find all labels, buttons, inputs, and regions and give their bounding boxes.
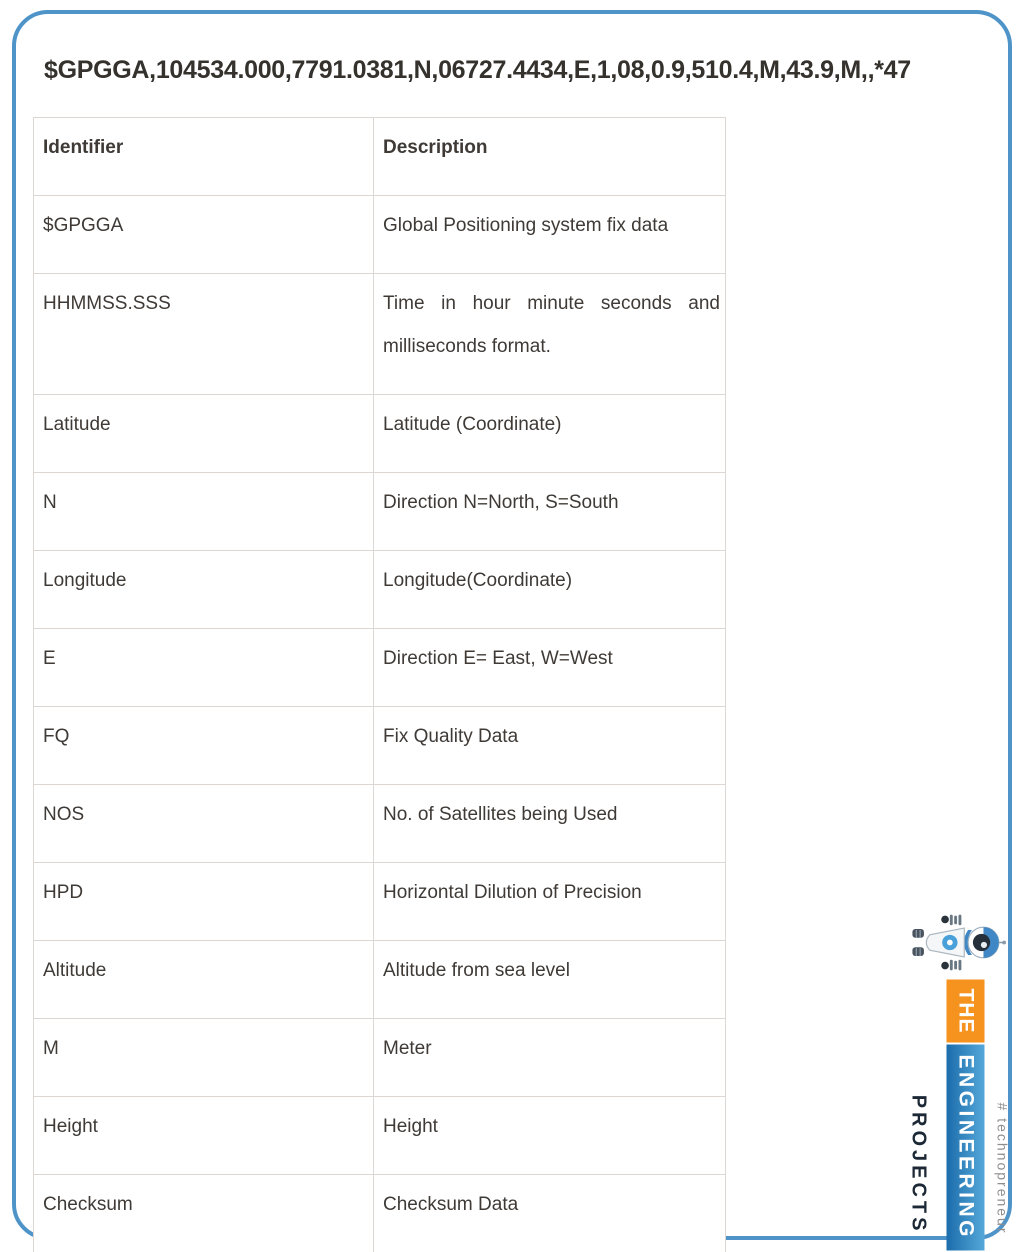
table-row — [34, 274, 726, 395]
table-row — [34, 1175, 726, 1252]
identifier-column-header: Identifier — [34, 118, 374, 196]
description-cell: Latitude (Coordinate) — [374, 395, 726, 473]
table-row — [34, 551, 726, 629]
identifier-cell: M — [34, 1019, 374, 1097]
description-cell: Horizontal Dilution of Precision — [374, 863, 726, 941]
engineering-projects-logo — [909, 914, 1009, 1239]
identifier-cell: FQ — [34, 707, 374, 785]
logo-the-block: THE — [947, 980, 985, 1043]
identifier-cell: Longitude — [34, 551, 374, 629]
table-row — [34, 629, 726, 707]
identifier-cell: E — [34, 629, 374, 707]
description-cell: Checksum Data — [374, 1175, 726, 1252]
table-row — [34, 941, 726, 1019]
table-row — [34, 707, 726, 785]
description-cell: No. of Satellites being Used — [374, 785, 726, 863]
logo-wordmark — [947, 980, 985, 1251]
description-cell: Direction E= East, W=West — [374, 629, 726, 707]
identifier-cell: Latitude — [34, 395, 374, 473]
description-cell: Longitude(Coordinate) — [374, 551, 726, 629]
description-cell: Meter — [374, 1019, 726, 1097]
description-cell: Global Positioning system fix data — [374, 196, 726, 274]
logo-engineering-block: ENGINEERING — [947, 1045, 985, 1251]
table-row — [34, 473, 726, 551]
description-cell: Time in hour minute seconds and milliseconds format. — [374, 274, 726, 395]
identifier-cell: HHMMSS.SSS — [34, 274, 374, 395]
table-row — [34, 863, 726, 941]
identifier-cell: Altitude — [34, 941, 374, 1019]
description-cell: Fix Quality Data — [374, 707, 726, 785]
table-row — [34, 1019, 726, 1097]
identifier-cell: $GPGGA — [34, 196, 374, 274]
identifier-cell: HPD — [34, 863, 374, 941]
description-cell: Height — [374, 1097, 726, 1175]
identifier-cell: NOS — [34, 785, 374, 863]
page-frame — [12, 10, 1012, 1240]
table-header-row — [34, 118, 726, 196]
technopreneur-tagline: # technopreneur — [994, 1102, 1011, 1235]
identifier-cell: N — [34, 473, 374, 551]
logo-projects-text: PROJECTS — [907, 1094, 930, 1235]
table-row — [34, 785, 726, 863]
table-row — [34, 395, 726, 473]
robot-mascot-icon — [911, 914, 1007, 972]
identifier-cell: Height — [34, 1097, 374, 1175]
gpgga-table — [33, 117, 726, 1252]
nmea-sentence-title: $GPGGA,104534.000,7791.0381,N,06727.4434,E,1,08,0.9,510.4,M,43.9,M,,*47 — [44, 56, 911, 84]
table-row — [34, 196, 726, 274]
description-column-header: Description — [374, 118, 726, 196]
description-cell: Direction N=North, S=South — [374, 473, 726, 551]
table-row — [34, 1097, 726, 1175]
identifier-cell: Checksum — [34, 1175, 374, 1252]
description-cell: Altitude from sea level — [374, 941, 726, 1019]
